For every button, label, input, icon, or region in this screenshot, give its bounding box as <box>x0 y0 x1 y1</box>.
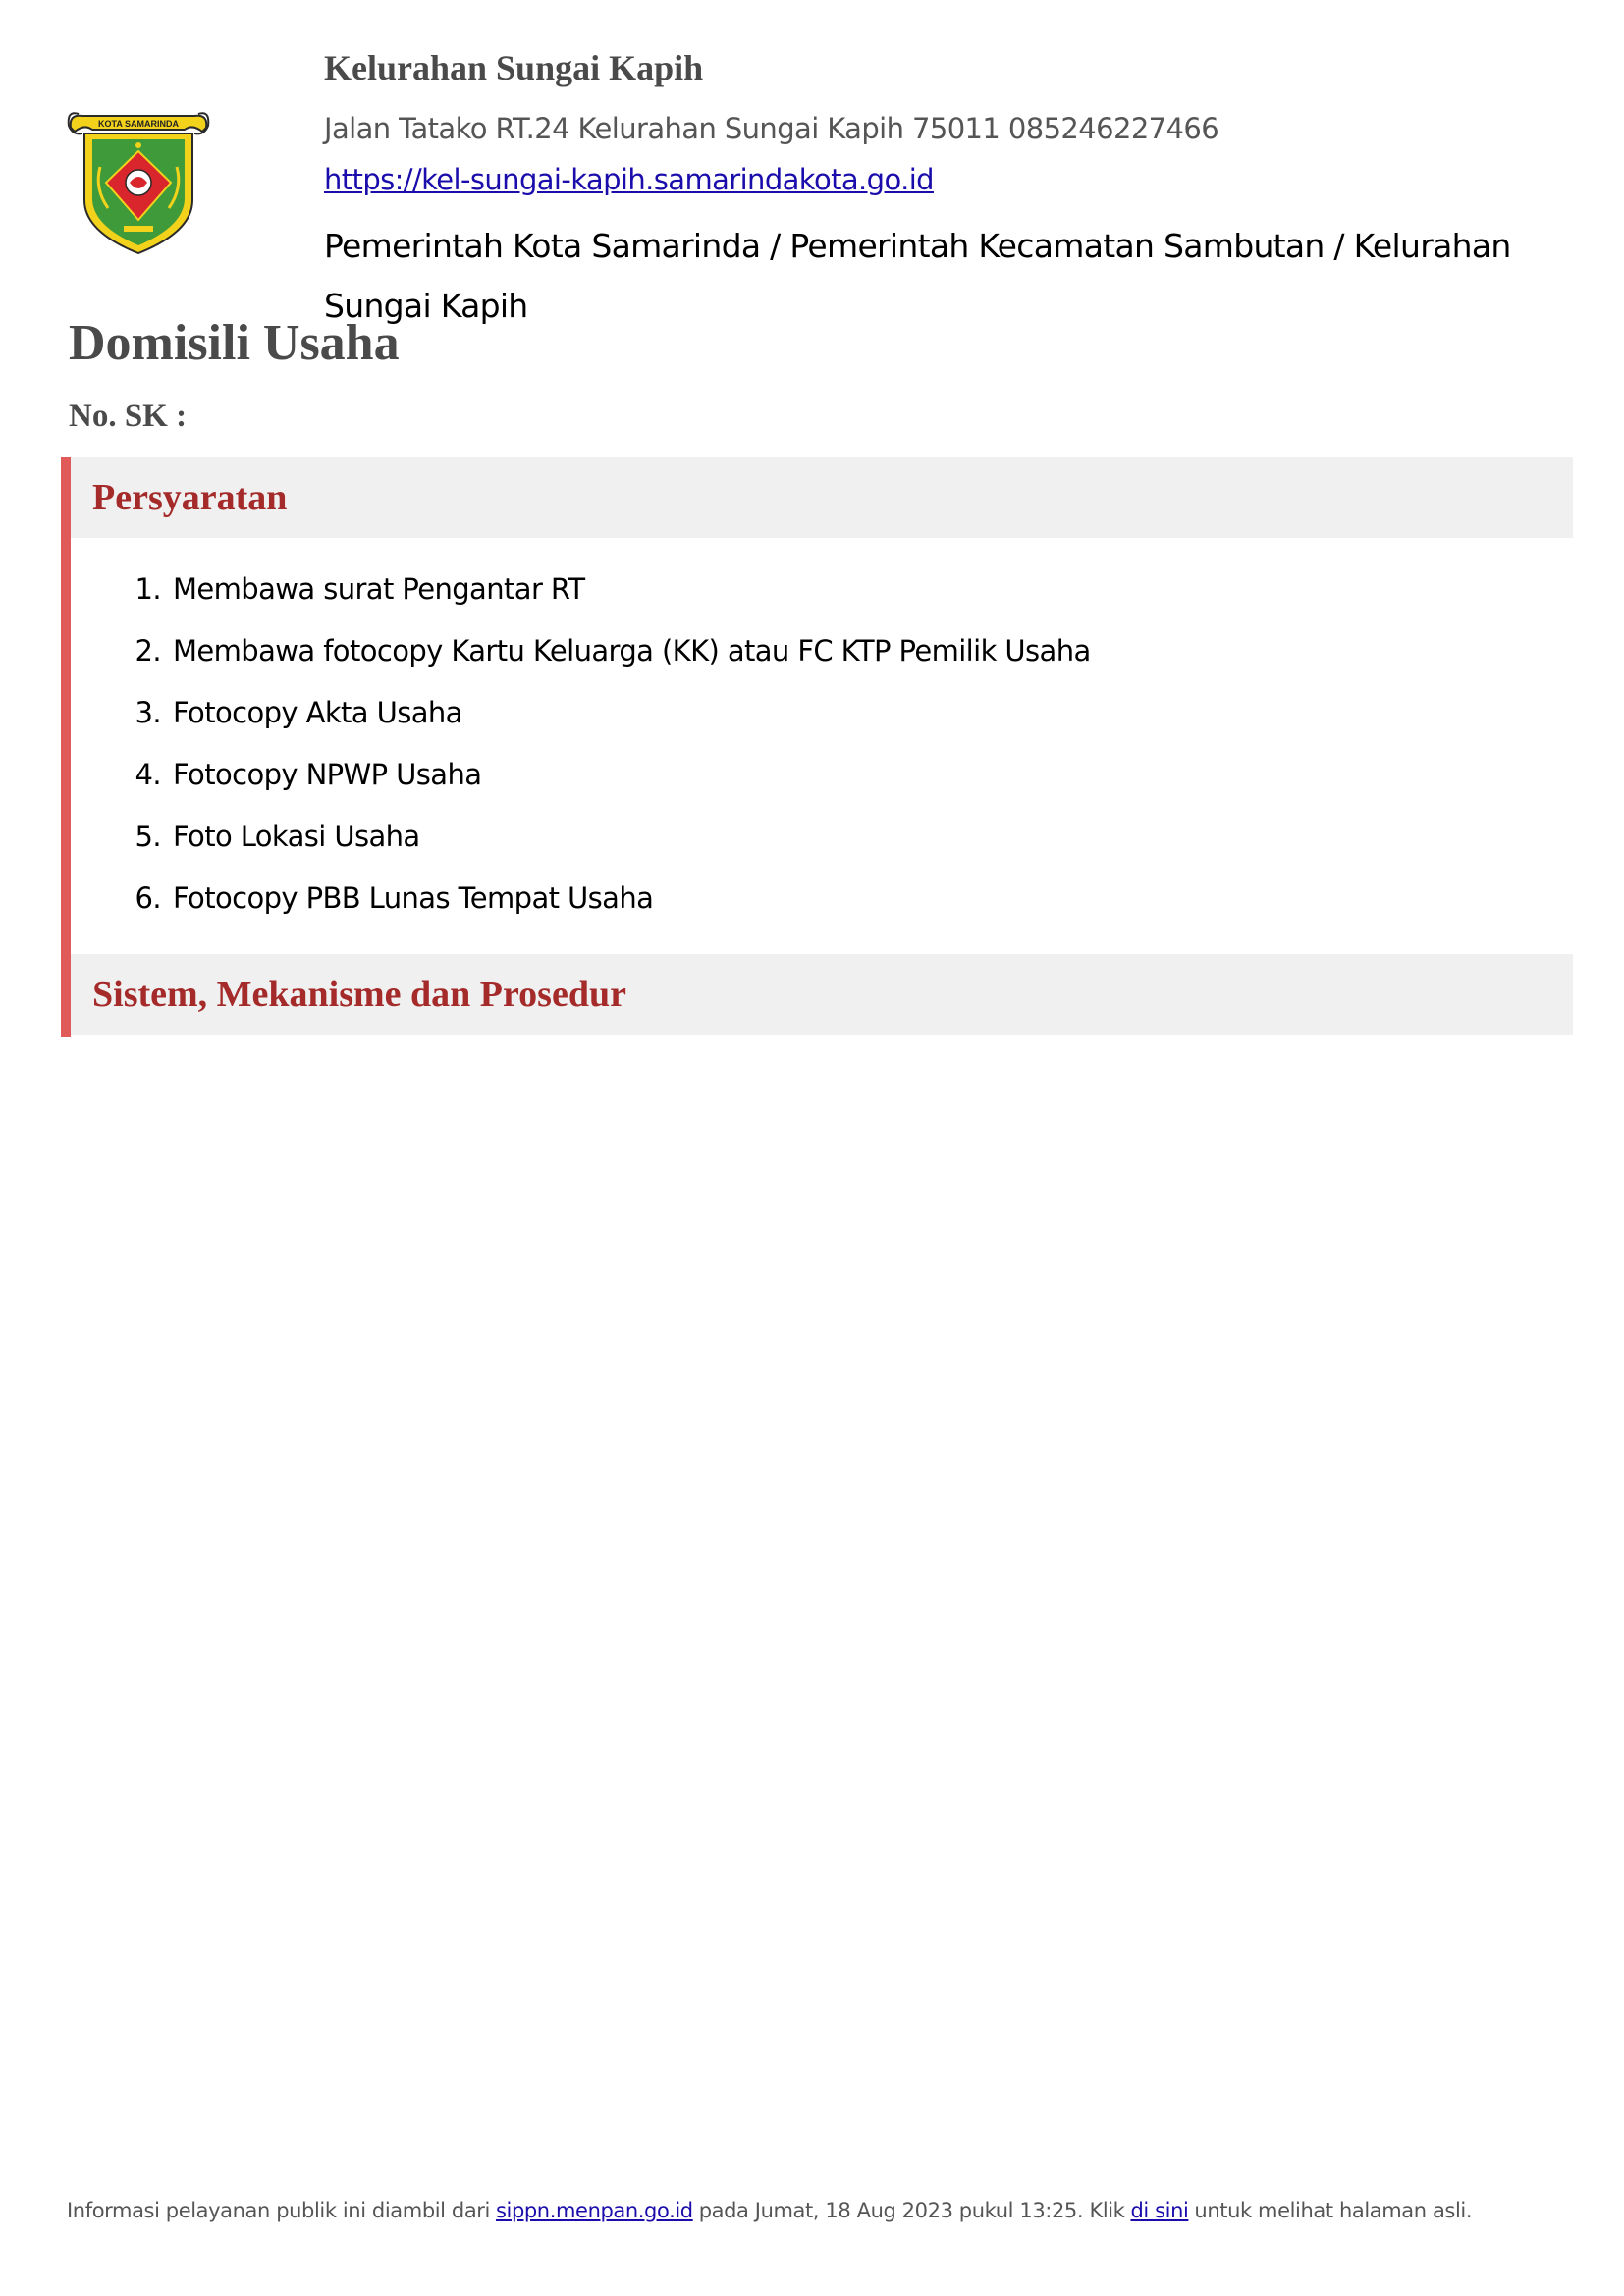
list-item-number: 4. <box>135 757 161 791</box>
service-sections <box>61 457 1573 1037</box>
list-item-number: 3. <box>135 695 161 729</box>
list-item-number: 6. <box>135 881 161 915</box>
list-item <box>71 805 1573 867</box>
list-item-text: Fotocopy PBB Lunas Tempat Usaha <box>173 881 654 915</box>
logo-banner-text: KOTA SAMARINDA <box>98 119 179 129</box>
list-item-number: 1. <box>135 571 161 606</box>
list-item <box>71 867 1573 929</box>
requirements-section-title: Persyaratan <box>92 477 288 518</box>
footer-here-link[interactable]: di sini <box>1130 2199 1189 2222</box>
office-hierarchy: Pemerintah Kota Samarinda / Pemerintah Kecamatan Sambutan / Kelurahan Sungai Kapih <box>324 227 1511 325</box>
list-item-text: Membawa fotocopy Kartu Keluarga (KK) atau FC KTP Pemilik Usaha <box>173 633 1091 667</box>
list-item <box>71 681 1573 743</box>
list-item <box>71 619 1573 681</box>
office-name: Kelurahan Sungai Kapih <box>324 48 704 87</box>
list-item-text: Foto Lokasi Usaha <box>173 819 420 853</box>
list-item-text: Membawa surat Pengantar RT <box>173 571 585 606</box>
list-item <box>71 558 1573 619</box>
footer-source-note <box>67 2199 1579 2222</box>
footer-prefix: Informasi pelayanan publik ini diambil dari <box>67 2199 490 2222</box>
requirements-list <box>71 538 1573 954</box>
footer-suffix: untuk melihat halaman asli. <box>1194 2199 1473 2222</box>
footer-source-link[interactable]: sippn.menpan.go.id <box>495 2199 693 2222</box>
list-item <box>71 743 1573 805</box>
list-item-text: Fotocopy NPWP Usaha <box>173 757 482 791</box>
list-item-text: Fotocopy Akta Usaha <box>173 695 462 729</box>
procedure-section-header <box>71 954 1573 1035</box>
document-title: Domisili Usaha <box>69 315 400 371</box>
requirements-section-header <box>71 457 1573 538</box>
list-item-number: 5. <box>135 819 161 853</box>
office-address: Jalan Tatako RT.24 Kelurahan Sungai Kapih 75011 085246227466 <box>324 112 1219 145</box>
list-item-number: 2. <box>135 633 161 667</box>
office-website-link[interactable]: https://kel-sungai-kapih.samarindakota.go.id <box>324 163 934 196</box>
sk-number-label: No. SK : <box>69 399 188 434</box>
kota-samarinda-emblem-icon <box>65 106 212 257</box>
footer-middle: pada Jumat, 18 Aug 2023 pukul 13:25. Klik <box>698 2199 1125 2222</box>
procedure-section-title: Sistem, Mekanisme dan Prosedur <box>92 974 626 1015</box>
